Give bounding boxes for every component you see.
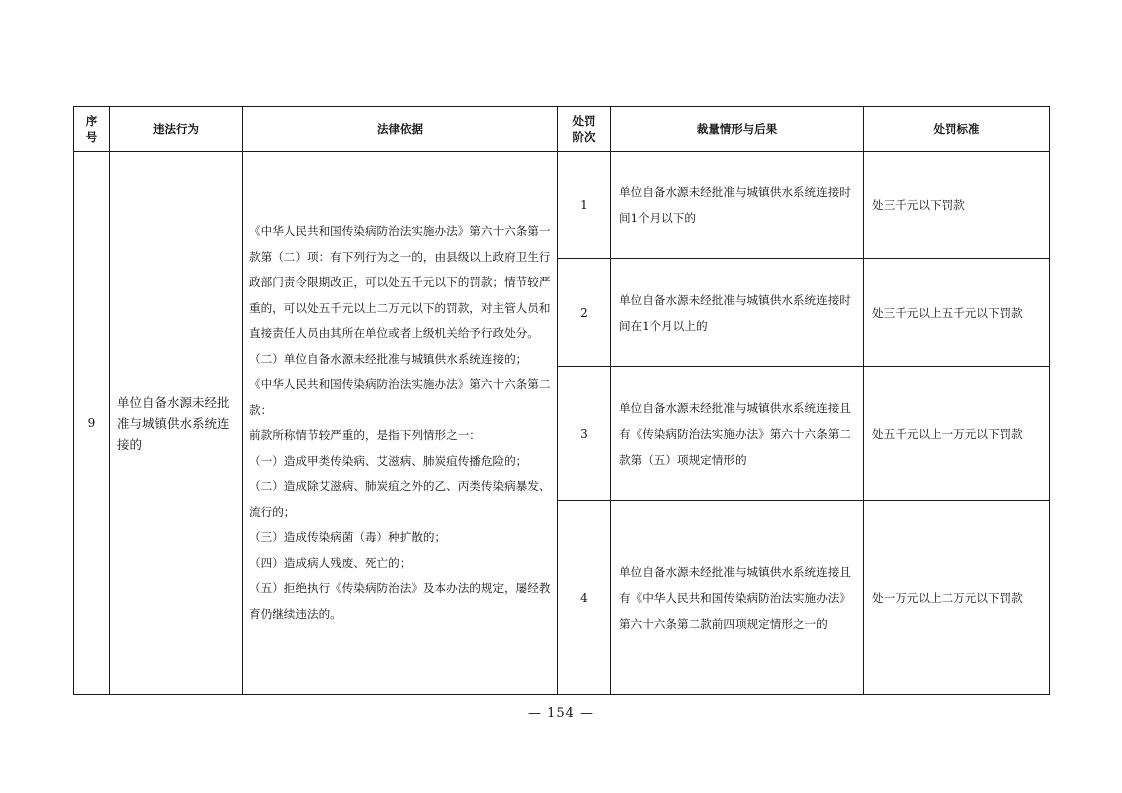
header-standard: 处罚标准 bbox=[864, 107, 1050, 152]
tier-number: 2 bbox=[558, 259, 611, 367]
entry-seq: 9 bbox=[74, 152, 110, 695]
basis-paragraph: 前款所称情节较严重的，是指下列情形之一： bbox=[249, 428, 481, 442]
header-basis: 法律依据 bbox=[243, 107, 558, 152]
basis-paragraph: （四）造成病人残废、死亡的； bbox=[249, 555, 412, 570]
basis-paragraph: 《中华人民共和国传染病防治法实施办法》第六十六条第二款： bbox=[249, 377, 551, 417]
tier-number: 4 bbox=[558, 501, 611, 695]
page-number: — 154 — bbox=[527, 706, 595, 721]
tier-circumstance: 单位自备水源未经批准与城镇供水系统连接时间1个月以下的 bbox=[611, 152, 864, 259]
tier-standard: 处一万元以上二万元以下罚款 bbox=[864, 501, 1050, 695]
header-seq: 序号 bbox=[74, 107, 110, 152]
penalty-table bbox=[73, 106, 1050, 695]
tier-number: 3 bbox=[558, 367, 611, 501]
table-row bbox=[74, 152, 1050, 259]
basis-paragraph: （二）造成除艾滋病、肺炭疽之外的乙、丙类传染病暴发、流行的； bbox=[249, 479, 551, 519]
basis-paragraph: （五）拒绝执行《传染病防治法》及本办法的规定，屡经教育仍继续违法的。 bbox=[249, 581, 551, 621]
tier-standard: 处五千元以上一万元以下罚款 bbox=[864, 367, 1050, 501]
tier-standard: 处三千元以下罚款 bbox=[864, 152, 1050, 259]
basis-paragraph: （二）单位自备水源未经批准与城镇供水系统连接的； bbox=[249, 351, 528, 366]
tier-circumstance: 单位自备水源未经批准与城镇供水系统连接且有《传染病防治法实施办法》第六十六条第二款第（五）项规定情形的 bbox=[611, 367, 864, 501]
header-tier: 处罚阶次 bbox=[558, 107, 611, 152]
basis-paragraph: 《中华人民共和国传染病防治法实施办法》第六十六条第一款第（二）项：有下列行为之一的，由县级以上政府卫生行政部门责令限期改正，可以处五千元以下的罚款；情节较严重的，可以处五千元以上二万元以下的罚款，对主管人员和直接责任人员由其所在单位或者上级机关给予行政处分。 bbox=[249, 224, 551, 340]
basis-paragraph: （一）造成甲类传染病、艾滋病、肺炭疽传播危险的； bbox=[249, 453, 528, 468]
basis-paragraph: （三）造成传染病菌（毒）种扩散的； bbox=[249, 530, 447, 544]
tier-number: 1 bbox=[558, 152, 611, 259]
tier-circumstance: 单位自备水源未经批准与城镇供水系统连接时间在1个月以上的 bbox=[611, 259, 864, 367]
tier-standard: 处三千元以上五千元以下罚款 bbox=[864, 259, 1050, 367]
header-behavior: 违法行为 bbox=[110, 107, 243, 152]
header-circumstance: 裁量情形与后果 bbox=[611, 107, 864, 152]
tier-circumstance: 单位自备水源未经批准与城镇供水系统连接且有《中华人民共和国传染病防治法实施办法》第六十六条第二款前四项规定情形之一的 bbox=[611, 501, 864, 695]
entry-legal-basis bbox=[243, 152, 558, 695]
entry-behavior: 单位自备水源未经批准与城镇供水系统连接的 bbox=[110, 152, 243, 695]
table-header-row bbox=[74, 107, 1050, 152]
